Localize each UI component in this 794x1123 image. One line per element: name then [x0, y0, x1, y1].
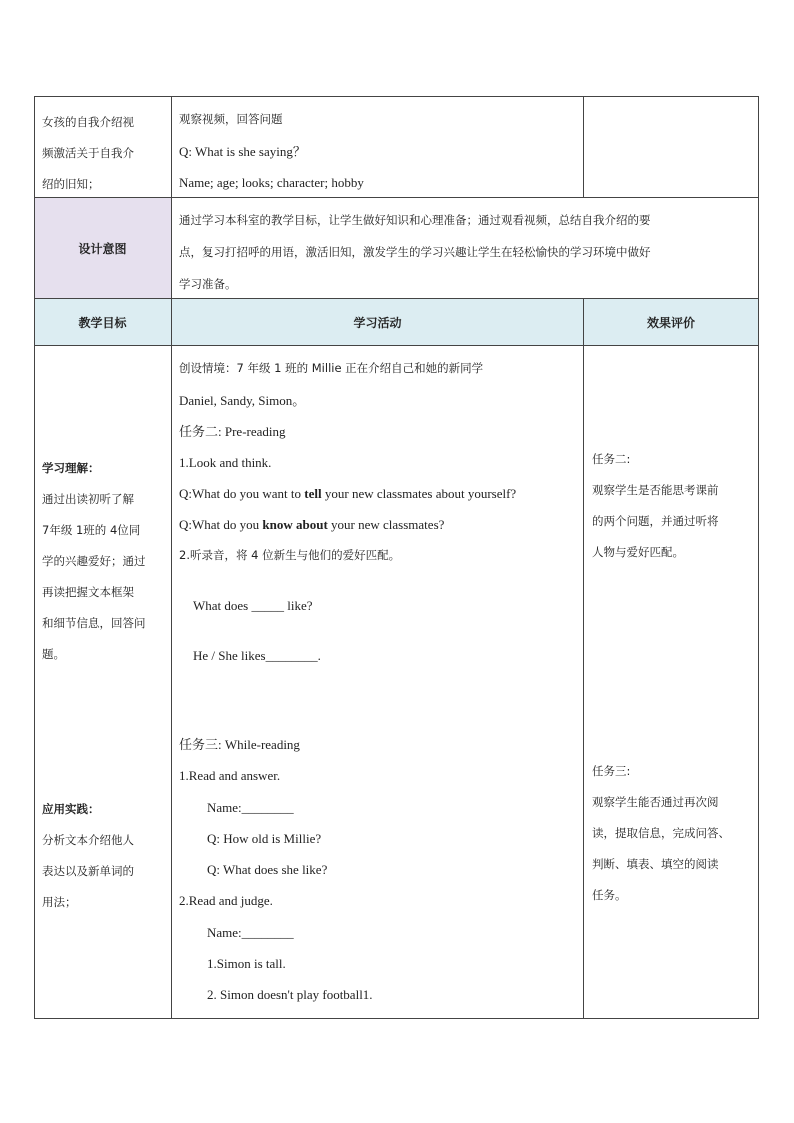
design-intent-line: 通过学习本科室的教学目标，让学生做好知识和心理准备；通过观看视频，总结自我介绍的要 — [179, 213, 651, 227]
goal-line: 学的兴趣爱好；通过 — [42, 554, 146, 568]
activity-line: 创设情境：7 年级 1 班的 Millie 正在介绍自己和她的新同学 — [179, 361, 484, 375]
evaluation-line: 任务。 — [592, 888, 627, 902]
activity-question — [179, 509, 444, 540]
activity-line: 任务三: While-reading — [179, 737, 300, 752]
header-goals — [34, 299, 172, 346]
evaluation-cell — [584, 346, 759, 1019]
header-goals-label: 教学目标 — [78, 315, 127, 330]
activity-line: 2.听录音，将 4 位新生与他们的爱好匹配。 — [179, 548, 401, 562]
header-evaluation-label: 效果评价 — [646, 315, 695, 330]
row1-left-cell — [34, 96, 172, 198]
row1-middle-line: 观察视频，回答问题 — [179, 112, 283, 126]
goals-cell — [34, 346, 172, 1019]
evaluation-title: 任务三: — [592, 764, 631, 778]
row1-right-cell — [584, 96, 759, 198]
row1-left-line: 绍的旧知； — [42, 177, 100, 191]
activity-line: 2. Simon doesn't play football1. — [207, 987, 373, 1002]
activity-line: He / She likes________. — [193, 648, 321, 663]
row1-middle-cell — [172, 96, 584, 198]
design-intent-line: 点，复习打招呼的用语，激活旧知，激发学生的学习兴趣让学生在轻松愉快的学习环境中做好 — [179, 245, 651, 259]
activity-line: Daniel, Sandy, Simon。 — [179, 393, 306, 408]
goal-application-title: 应用实践： — [42, 802, 100, 816]
row1-keywords: Name; age; looks; character; hobby — [179, 175, 364, 190]
evaluation-line: 的两个问题，并通过听将 — [592, 514, 719, 528]
activity-line: Q: How old is Millie? — [207, 831, 322, 846]
goal-line: 和细节信息，回答问 — [42, 616, 146, 630]
header-activities-label: 学习活动 — [353, 315, 402, 330]
row1-left-line: 女孩的自我介绍视 — [42, 115, 134, 129]
activity-line: Name:________ — [207, 800, 294, 815]
activity-question — [179, 478, 516, 509]
activity-line: 任务二: Pre-reading — [179, 424, 286, 439]
goal-line: 再读把握文本框架 — [42, 585, 134, 599]
activity-text: your new classmates about yourself? — [321, 486, 517, 501]
goal-line: 7年级 1班的 4位同 — [42, 523, 141, 537]
row1-left-line: 频激活关于自我介 — [42, 146, 134, 160]
header-activities — [172, 299, 584, 346]
activity-bold-text: tell — [304, 486, 322, 501]
evaluation-title: 任务二: — [592, 452, 631, 466]
evaluation-line: 观察学生是否能思考课前 — [592, 483, 719, 497]
goal-understanding-title: 学习理解： — [42, 461, 100, 475]
evaluation-line: 读，提取信息，完成问答、 — [592, 826, 730, 840]
goal-line: 用法； — [42, 895, 77, 909]
activity-text: Q:What do you want to — [179, 486, 305, 501]
header-evaluation — [584, 299, 759, 346]
goal-line: 题。 — [42, 647, 65, 661]
activity-line: Q: What does she like? — [207, 862, 328, 877]
activity-line: 2.Read and judge. — [179, 893, 273, 908]
activities-cell — [172, 346, 584, 1019]
activity-line: Name:________ — [207, 925, 294, 940]
activity-line: 1.Look and think. — [179, 455, 272, 470]
evaluation-line: 判断、填表、填空的阅读 — [592, 857, 719, 871]
goal-line: 表达以及新单词的 — [42, 864, 134, 878]
activity-text: Q:What do you — [179, 517, 263, 532]
lesson-plan-table — [34, 96, 759, 1019]
design-intent-label-cell — [34, 198, 172, 299]
activity-line: What does _____ like? — [193, 598, 313, 613]
evaluation-line: 观察学生能否通过再次阅 — [592, 795, 719, 809]
evaluation-line: 人物与爱好匹配。 — [592, 545, 684, 559]
design-intent-label: 设计意图 — [78, 241, 127, 256]
activity-text: your new classmates? — [327, 517, 445, 532]
activity-bold-text: know about — [262, 517, 328, 532]
goal-line: 通过出读初听了解 — [42, 492, 134, 506]
activity-line: 1.Simon is tall. — [207, 956, 286, 971]
design-intent-line: 学习准备。 — [179, 277, 237, 291]
activity-line: 1.Read and answer. — [179, 768, 281, 783]
goal-line: 分析文本介绍他人 — [42, 833, 134, 847]
row1-question: Q: What is she saying？ — [179, 144, 306, 159]
design-intent-text-cell — [172, 198, 759, 299]
